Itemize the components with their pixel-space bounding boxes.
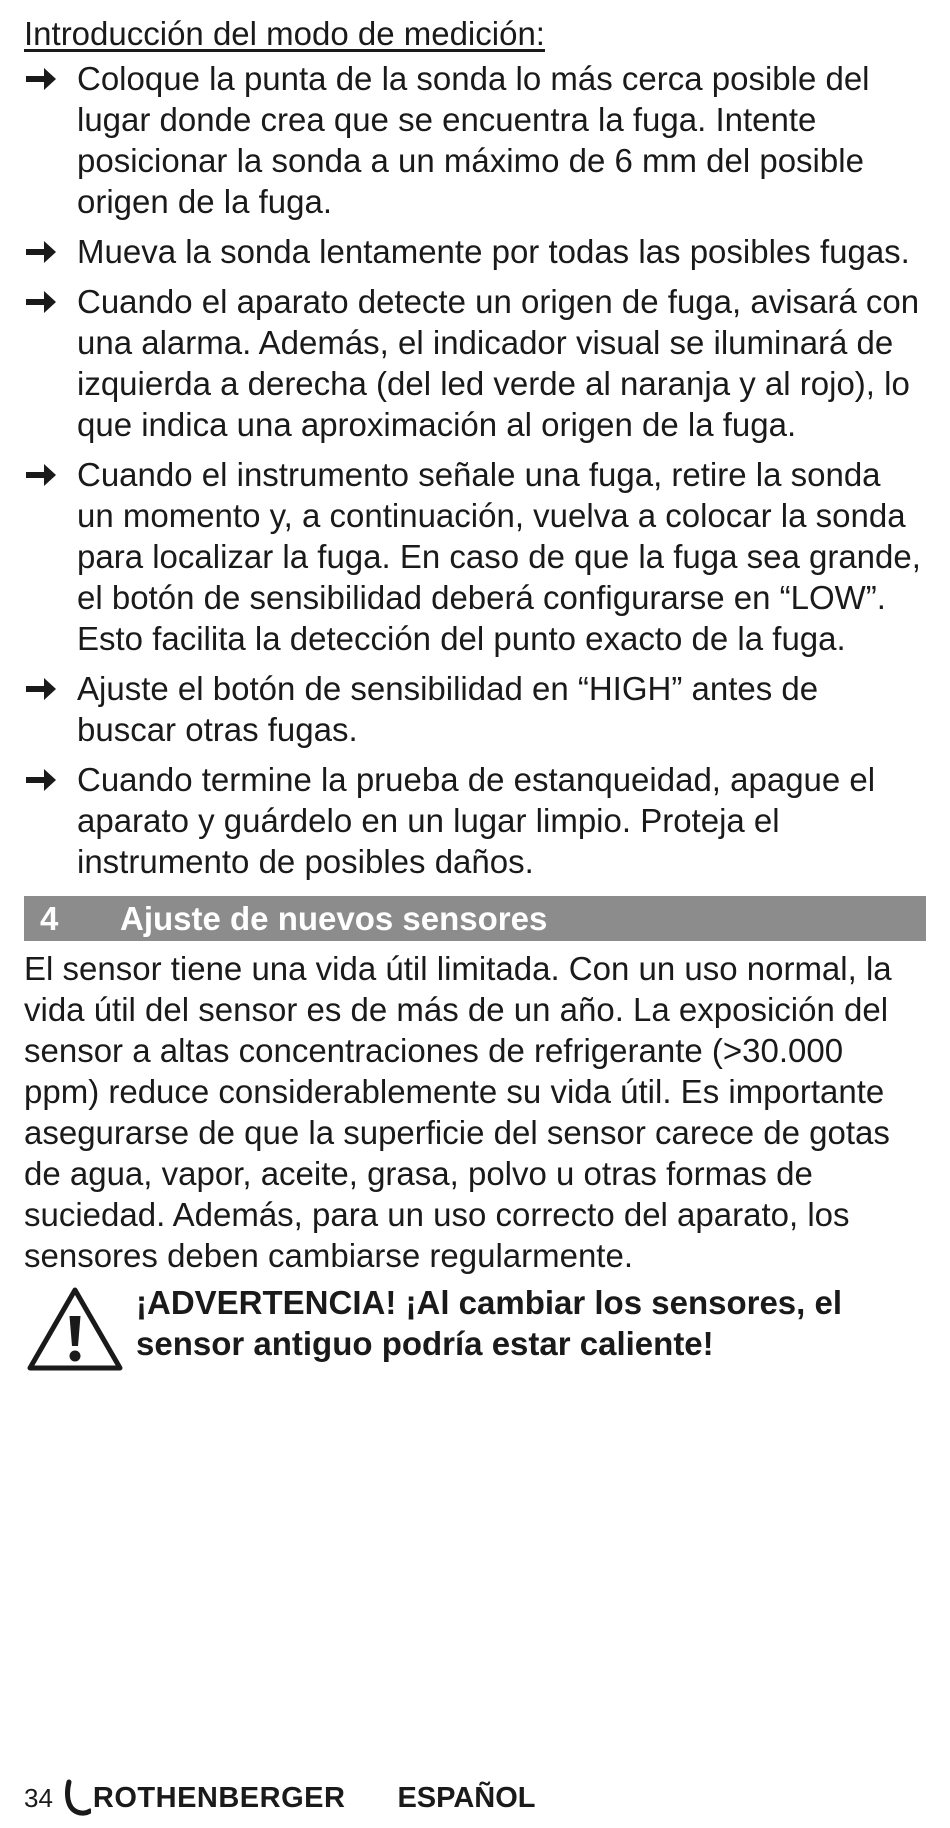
- list-item: [24, 454, 924, 659]
- section-title: Ajuste de nuevos sensores: [120, 899, 548, 937]
- list-item: [24, 231, 924, 272]
- brand-hook-icon: [63, 1778, 91, 1818]
- section-number: 4: [40, 899, 59, 937]
- list-item: [24, 281, 924, 445]
- language-label: ESPAÑOL: [397, 1781, 536, 1814]
- brand-name: ROTHENBERGER: [92, 1781, 346, 1814]
- arrow-right-icon: [24, 239, 58, 265]
- arrow-right-icon: [24, 462, 58, 488]
- intro-heading: Introducción del modo de medición:: [24, 15, 545, 52]
- list-item: [24, 668, 924, 750]
- bullet-text: Mueva la sonda lentamente por todas las posibles fugas.: [77, 233, 910, 270]
- section-body: El sensor tiene una vida útil limitada. Con un uso normal, la vida útil del sensor es de más de un año. La exposición del sensor a altas concentraciones de refrigerante (>30.000 ppm) reduce considerablemente su vida útil. Es importante asegurarse de que la superficie del sensor carece de gotas de agua, vapor, aceite, grasa, polvo u otras formas de suciedad. Además, para un uso correcto del aparato, los sensores deben cambiarse regularmente.: [24, 950, 892, 1274]
- warning-text: ¡ADVERTENCIA! ¡Al cambiar los sensores, el sensor antiguo podría estar caliente!: [136, 1284, 843, 1362]
- arrow-right-icon: [24, 289, 58, 315]
- page-content: [24, 14, 924, 1364]
- list-item: [24, 759, 924, 882]
- section-heading: [24, 896, 926, 941]
- arrow-right-icon: [24, 767, 58, 793]
- warning-triangle-icon: [26, 1286, 124, 1372]
- arrow-right-icon: [24, 66, 58, 92]
- page-number: 34: [24, 1782, 53, 1813]
- arrow-right-icon: [24, 676, 58, 702]
- bullet-text: Cuando el aparato detecte un origen de fuga, avisará con una alarma. Además, el indicador visual se iluminará de izquierda a derecha (del led verde al naranja y al rojo), lo que indica una aproximación al origen de la fuga.: [77, 283, 920, 443]
- bullet-text: Ajuste el botón de sensibilidad en “HIGH” antes de buscar otras fugas.: [77, 670, 819, 748]
- brand-logo: [63, 1778, 346, 1818]
- warning-block: [24, 1282, 924, 1364]
- bullet-text: Coloque la punta de la sonda lo más cerca posible del lugar donde crea que se encuentra la fuga. Intente posicionar la sonda a un máximo de 6 mm del posible origen de la fuga.: [77, 60, 870, 220]
- page-footer: [24, 1776, 535, 1820]
- instruction-list: [24, 58, 924, 882]
- list-item: [24, 58, 924, 222]
- bullet-text: Cuando el instrumento señale una fuga, retire la sonda un momento y, a continuación, vuelva a colocar la sonda para localizar la fuga. En caso de que la fuga sea grande, el botón de sensibilidad deberá configurarse en “LOW”. Esto facilita la detección del punto exacto de la fuga.: [77, 456, 921, 657]
- bullet-text: Cuando termine la prueba de estanqueidad, apague el aparato y guárdelo en un lugar limpio. Proteja el instrumento de posibles daños.: [77, 761, 876, 880]
